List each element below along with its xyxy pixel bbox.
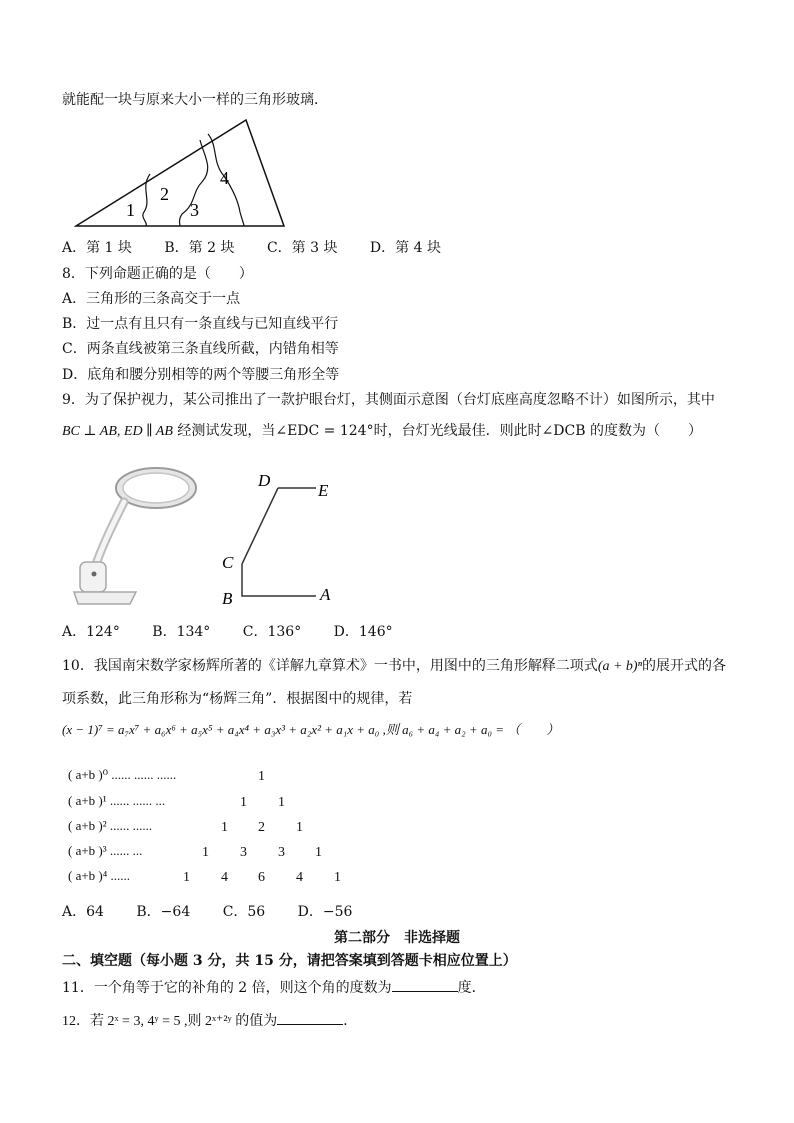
q8-option-b[interactable]: B．过一点有且只有一条直线与已知直线平行 [62, 316, 339, 332]
q9-condition: BC ⊥ AB, ED ∥ AB [62, 424, 173, 439]
q9-stem-line2 [62, 421, 702, 442]
lamp-side-diagram [218, 466, 344, 610]
q10-stem-line2: 项系数，此三角形称为“杨辉三角”．根据图中的规律，若 [62, 691, 413, 707]
yh-row-2-label: ( a+b )² ...... ...... [68, 818, 153, 833]
yh-row-4-value: 1 [183, 870, 190, 885]
yh-row-3-value: 3 [278, 845, 285, 860]
yh-row-4-value: 6 [258, 870, 265, 885]
point-d-label: D [258, 471, 271, 490]
yh-row-1-value: 1 [240, 795, 247, 810]
q7-options [62, 238, 469, 258]
q9-option-d[interactable]: D．146° [333, 624, 393, 640]
q11-line [62, 977, 486, 998]
yh-row-1-label: ( a+b )¹ ...... ...... ... [68, 793, 166, 808]
q9-option-a[interactable]: A．124° [62, 624, 120, 640]
yh-row-0-label: ( a+b )⁰ ...... ...... ...... [68, 767, 177, 782]
q10-stem-tail: 的展开式的各 [642, 658, 726, 674]
piece-label-4: 4 [220, 168, 229, 188]
q12-text: 12．若 2ˣ = 3, 4ʸ = 5 ,则 2ˣ⁺²ʸ 的值为 [62, 1014, 278, 1029]
yh-row-2-value: 2 [258, 820, 265, 835]
q12-tail: ． [343, 1013, 358, 1029]
point-a-label: A [320, 585, 331, 604]
yh-row-3-value: 3 [240, 845, 247, 860]
yh-row-1-value: 1 [278, 795, 285, 810]
q8-option-d[interactable]: D．底角和腰分别相等的两个等腰三角形全等 [62, 367, 340, 383]
q10-option-c[interactable]: C．56 [222, 904, 266, 920]
q9-stem-line1: 9．为了保护视力，某公司推出了一款护眼台灯，其侧面示意图（台灯底座高度忽略不计）如图所示，其中 [62, 392, 715, 408]
desk-lamp-image [70, 466, 202, 610]
part2-title: 第二部分 非选择题 [334, 930, 460, 946]
q10-stem-line1 [62, 656, 726, 677]
yh-row-4-value: 1 [334, 870, 341, 885]
q10-options [62, 902, 380, 922]
yh-row-4-value: 4 [221, 870, 228, 885]
point-c-label: C [222, 553, 234, 572]
q9-option-c[interactable]: C．136° [242, 624, 302, 640]
q8-option-a[interactable]: A．三角形的三条高交于一点 [62, 291, 241, 307]
point-e-label: E [318, 481, 329, 500]
q7-option-b[interactable]: B．第 2 块 [164, 240, 235, 256]
piece-label-1: 1 [126, 200, 135, 220]
q7-option-d[interactable]: D．第 4 块 [369, 240, 441, 256]
yh-row-3-label: ( a+b )³ ...... ... [68, 843, 143, 858]
q11-text: 11．一个角等于它的补角的 2 倍，则这个角的度数为 [62, 980, 392, 996]
yh-row-3-value: 1 [202, 845, 209, 860]
q10-option-d[interactable]: D．−56 [297, 904, 353, 920]
q11-tail: 度． [457, 980, 486, 996]
yh-row-2-value: 1 [296, 820, 303, 835]
q9-option-b[interactable]: B．134° [152, 624, 211, 640]
q9-options [62, 622, 421, 642]
piece-label-2: 2 [160, 184, 169, 204]
q12-answer-blank[interactable] [277, 1010, 343, 1025]
point-b-label: B [222, 589, 233, 608]
q11-answer-blank[interactable] [392, 977, 458, 992]
q10-equation: (x − 1)⁷ = a₇x⁷ + a₆x⁶ + a₅x⁵ + a₄x⁴ + a₃x³ + a₂x² + a₁x + a₀ ,则 a₆ + a₄ + a₂ + a₀ = （ ） [62, 722, 560, 737]
broken-glass-triangle-figure [74, 116, 288, 230]
q8-stem: 8．下列命题正确的是（ ） [62, 266, 253, 282]
q12-line [62, 1010, 357, 1032]
q10-stem-text: 10．我国南宋数学家杨辉所著的《详解九章算术》一书中，用图中的三角形解释二项式 [62, 658, 598, 674]
piece-label-3: 3 [190, 200, 199, 220]
yh-row-2-value: 1 [221, 820, 228, 835]
q7-option-c[interactable]: C．第 3 块 [266, 240, 338, 256]
q10-option-b[interactable]: B．−64 [136, 904, 191, 920]
q8-option-c[interactable]: C．两条直线被第三条直线所截，内错角相等 [62, 341, 339, 357]
q10-option-a[interactable]: A．64 [62, 904, 104, 920]
yh-row-3-value: 1 [315, 845, 322, 860]
q10-binomial: (a + b)ⁿ [597, 659, 642, 674]
yh-row-4-value: 4 [296, 870, 303, 885]
intro-text: 就能配一块与原来大小一样的三角形玻璃． [62, 92, 328, 108]
q9-stem-text: 经测试发现，当∠EDC = 124°时，台灯光线最佳．则此时∠DCB 的度数为（ ） [172, 423, 702, 439]
q7-option-a[interactable]: A．第 1 块 [62, 240, 132, 256]
section2-header: 二、填空题（每小题 3 分，共 15 分，请把答案填到答题卡相应位置上） [62, 953, 517, 969]
yh-row-4-label: ( a+b )⁴ ...... [68, 868, 131, 883]
yh-row-0-value: 1 [258, 769, 265, 784]
